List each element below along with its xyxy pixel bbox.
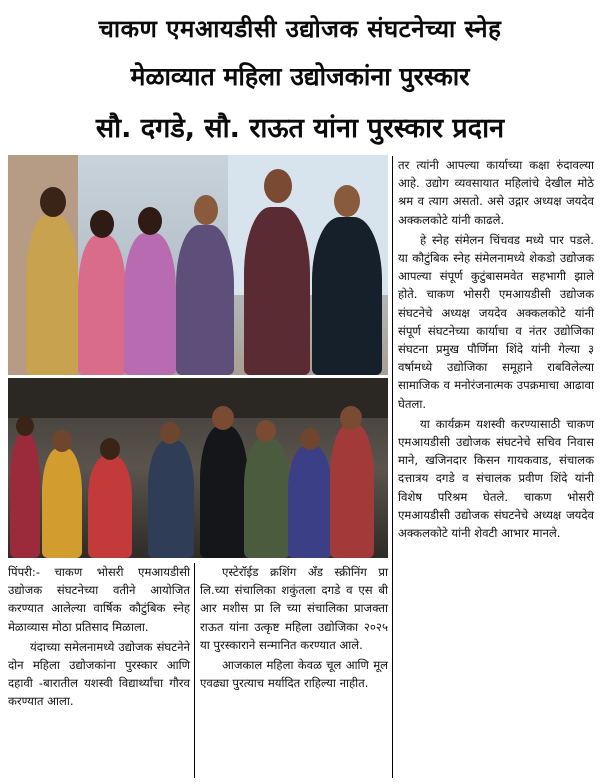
felicitation-stage-photo xyxy=(8,378,388,558)
headline-line-2: मेळाव्यात महिला उद्योजकांना पुरस्कार xyxy=(130,62,470,91)
paragraph: आजकाल महिला केवळ चूल आणि मूल एवढ्या पुरत्याच मर्यादित राहिल्या नाहीत. xyxy=(200,658,388,691)
paragraph: हे स्नेह संमेलन चिंचवड मध्ये पार पडले. या कौटुंबिक स्नेह संमेलनामध्ये शेकडो उद्योजक आपल्या संपूर्ण कुटुंबासमवेत सहभागी झाले होते. चाकण भोसरी एमआयडीसी उद्योजक संघटनेचे अध्यक्ष जयदेव अक्कलकोटे यांनी संपूर्ण संघटनेच्या कार्याचा व नंतर उद्योजिका संघटना प्रमुख पौर्णिमा शिंदे यांनी गेल्या ३ वर्षामध्ये उद्योजिका समूहाने राबविलेल्या सामाजिक व मनोरंजनात्मक उपक्रमाचा आढावा घेतला. xyxy=(398,232,594,411)
headline-line-1: चाकण एमआयडीसी उद्योजक संघटनेच्या स्नेह xyxy=(98,15,502,43)
paragraph: यंदाच्या समेलनामध्ये उद्योजक संघटनेने दोन महिला उद्योजकांना पुरस्कार आणि दहावी -बारातील यशस्वी विद्यार्थ्यांचा गौरव करण्यात आला. xyxy=(8,639,190,709)
paragraph: एस्टेरॉईड क्रशिंग अँड स्क्रीनिंग प्रा लि.च्या संचालिका शकुंतला दगडे व एस बी आर मशीस प्रा लि च्या संचालिका प्राजक्ता राऊत यांना उत्कृष्ट महिला उद्योजिका २०२५ या पुरस्काराने सन्मानित करण्यात आले. xyxy=(200,565,388,652)
paragraph: पिंपरी:- चाकण भोसरी एमआयडीसी उद्योजक संघटनेच्या वतीने आयोजित करण्यात आलेल्या वार्षिक कौटुंबिक स्नेह मेळाव्यास मोठा प्रतिसाद मिळाला. xyxy=(8,565,190,634)
paragraph: या कार्यक्रम यशस्वी करण्यासाठी चाकण एमआयडीसी उद्योजक संघटनेचे सचिव निवास माने, खजिनदार किसन गायकवाड, संचालक दत्तात्रय दगडे व संचालक प्रवीण शिंदे यांनी विशेष परिश्रम घेतले. चाकण भोसरी एमआयडीसी उद्योजक संघटनेचे अध्यक्ष जयदेव अक्कलकोटे यांनी शेवटी आभार मानले. xyxy=(398,416,594,541)
right-column-text xyxy=(398,156,594,544)
award-group-photo xyxy=(8,155,388,375)
column-divider xyxy=(194,563,195,778)
bottom-middle-column-text xyxy=(200,563,388,694)
column-divider xyxy=(392,156,393,778)
headline-line-3: सौ. दगडे, सौ. राऊत यांना पुरस्कार प्रदान xyxy=(95,113,505,144)
paragraph: तर त्यांनी आपल्या कार्याच्या कक्षा रुंदावल्या आहे. उद्योग व्यवसायात महिलांचे देखील मोठे श्रम व त्याग असतो. असे उद्गार अध्यक्ष जयदेव अक्कलकोटे यांनी काढले. xyxy=(398,158,594,227)
bottom-left-column-text xyxy=(8,563,190,713)
